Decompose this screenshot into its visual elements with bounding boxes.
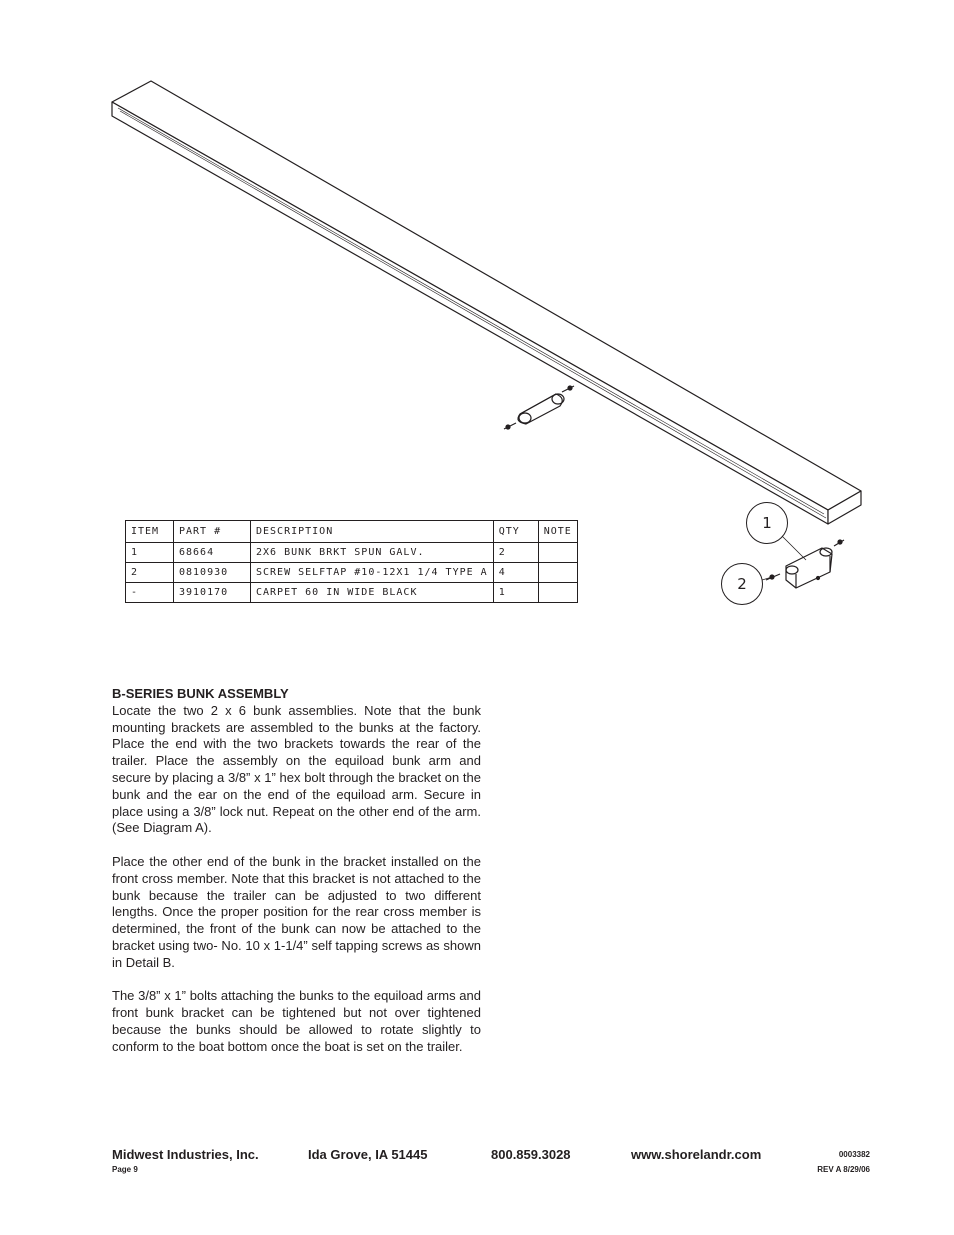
table-row: [126, 543, 578, 563]
parts-table: [125, 520, 578, 603]
page-footer: [112, 1147, 870, 1177]
instruction-paragraph: The 3/8” x 1” bolts attaching the bunks to the equiload arms and front bunk bracket can be tightened but not over tightened because the bunks should be allowed to rotate slightly to conform to the boat bottom once the boat is set on the trailer.: [112, 988, 481, 1054]
cell-part-number: 3910170: [174, 583, 251, 603]
footer-doc-number: 0003382: [838, 1150, 870, 1159]
footer-page-number: Page 9: [112, 1165, 138, 1174]
header-note: NOTE: [538, 521, 577, 543]
cell-qty: 4: [493, 563, 538, 583]
instruction-paragraph: Locate the two 2 x 6 bunk assemblies. Note that the bunk mounting brackets are assembled to the bunks at the factory. Place the end with the two brackets towards the rear of the trailer. Place the assembly on the equiload bunk arm and secure by placing a 3/8” x 1” hex bolt through the bracket on the bunk and the ear on the end of the equiload arm. Secure in place using a 3/8” lock nut. Repeat on the other end of the arm. (See Diagram A).: [112, 702, 481, 836]
bunk-board-top: [112, 81, 861, 510]
table-header-row: [126, 521, 578, 543]
section-heading: B-SERIES BUNK ASSEMBLY: [112, 686, 289, 701]
bracket-detail-upper: [504, 386, 574, 429]
header-part-number: PART #: [174, 521, 251, 543]
cell-note: [538, 543, 577, 563]
footer-location: Ida Grove, IA 51445: [308, 1147, 428, 1162]
footer-revision: REV A 8/29/06: [817, 1165, 870, 1174]
callout-2: 2: [721, 563, 763, 605]
cell-note: [538, 583, 577, 603]
cell-description: SCREW SELFTAP #10-12X1 1/4 TYPE A: [251, 563, 494, 583]
footer-website[interactable]: www.shorelandr.com: [631, 1147, 762, 1162]
cell-description: 2X6 BUNK BRKT SPUN GALV.: [251, 543, 494, 563]
callout-1: 1: [746, 502, 788, 544]
instructions-section: [112, 686, 481, 1072]
callout-1-leader: [782, 536, 806, 560]
header-item: ITEM: [126, 521, 174, 543]
cell-item: 2: [126, 563, 174, 583]
cell-item: 1: [126, 543, 174, 563]
table-row: [126, 563, 578, 583]
header-qty: QTY: [493, 521, 538, 543]
cell-qty: 1: [493, 583, 538, 603]
footer-company: Midwest Industries, Inc.: [112, 1147, 259, 1162]
header-description: DESCRIPTION: [251, 521, 494, 543]
footer-phone: 800.859.3028: [491, 1147, 571, 1162]
table-row: [126, 583, 578, 603]
cell-description: CARPET 60 IN WIDE BLACK: [251, 583, 494, 603]
instruction-paragraph: Place the other end of the bunk in the bracket installed on the front cross member. Note that this bracket is not attached to the bunk because the trailer can be adjusted to two different lengths. Once the proper position for the rear cross member is determined, the front of the bunk can now be attached to the bracket using two- No. 10 x 1-1/4” self tapping screws as shown in Detail B.: [112, 853, 481, 970]
cell-item: -: [126, 583, 174, 603]
cell-qty: 2: [493, 543, 538, 563]
cell-part-number: 0810930: [174, 563, 251, 583]
bracket-detail-lower: [766, 540, 844, 588]
cell-part-number: 68664: [174, 543, 251, 563]
cell-note: [538, 563, 577, 583]
